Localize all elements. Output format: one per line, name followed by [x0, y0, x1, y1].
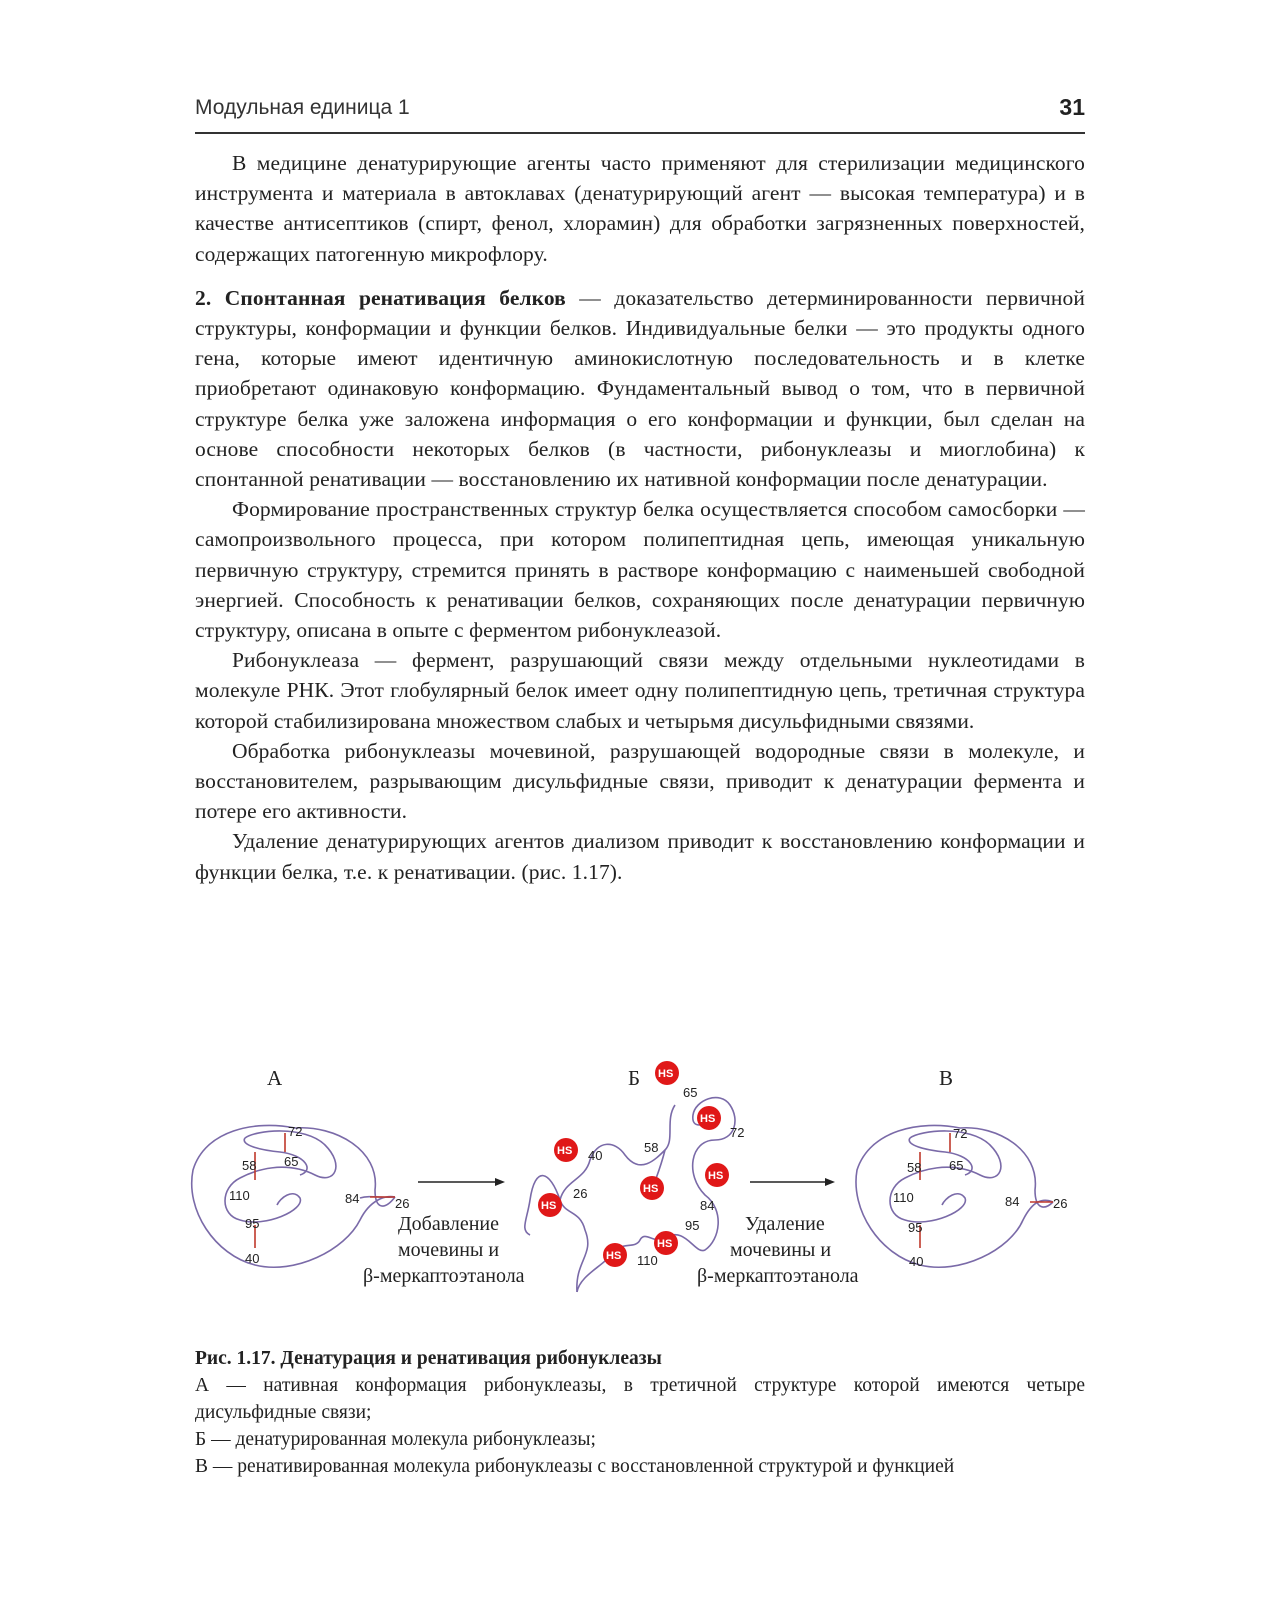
svg-text:HS: HS: [708, 1170, 724, 1182]
disulfide-bonds-a: [255, 1133, 395, 1248]
paragraph-dialysis: Удаление денатурирующих агентов диализом приводит к восстановлению конформации и функции белка, т.е. к ренативации. (рис. 1.17).: [195, 829, 1085, 884]
svg-text:HS: HS: [557, 1145, 573, 1157]
label-95: 95: [245, 1216, 260, 1231]
hs-group-58: [640, 1176, 664, 1200]
remove-agent-line1: Удаление: [745, 1213, 825, 1235]
hs-group-26: [538, 1193, 562, 1217]
remove-agent-line3: β-меркаптоэтанола: [697, 1265, 859, 1287]
label-c-95: 95: [908, 1220, 923, 1235]
hs-group-72: [697, 1106, 721, 1130]
arrow-denature: [418, 1178, 505, 1186]
add-agent-line3: β-меркаптоэтанола: [363, 1265, 525, 1287]
paragraph-urea-treatment: Обработка рибонуклеазы мочевиной, разрушающей водородные связи в молекуле, и восстановителем, разрывающим дисульфидные связи, приводит к денатурации фермента и потере его активности.: [195, 738, 1085, 824]
paragraph-renaturation: [195, 283, 1085, 494]
caption-title: Рис. 1.17. Денатурация и ренативация рибонуклеазы: [195, 1348, 662, 1369]
label-c-26: 26: [1053, 1196, 1068, 1211]
label-84: 84: [345, 1191, 360, 1206]
section-text: — доказательство детерминированности первичной структуры, конформации и функции белков. Индивидуальные белки — это продукты одного гена, которые имеют идентичную аминокислотную последовательность и в клетке приобретают одинаковую конформацию. Фундаментальный вывод о том, что в первичной структуре белка уже заложена информация о его конформации и функции, был сделан на основе способности некоторых белков (в частности, рибонуклеазы и миоглобина) к спонтанной ренативации — восстановлению их нативной конформации после денатурации.: [195, 285, 1085, 492]
label-b-95: 95: [685, 1218, 700, 1233]
caption-line-b: Б — денатурированная молекула рибонуклеазы;: [195, 1429, 596, 1450]
panel-a-label: А: [267, 1066, 283, 1090]
hs-group-40: [554, 1138, 578, 1162]
hs-group-65: [655, 1061, 679, 1085]
svg-text:HS: HS: [658, 1068, 674, 1080]
label-c-72: 72: [953, 1126, 968, 1141]
label-c-65: 65: [949, 1158, 964, 1173]
label-58: 58: [242, 1158, 257, 1173]
ribonuclease-diagram: [185, 1060, 1095, 1320]
remove-agent-line2: мочевины и: [730, 1239, 832, 1261]
paragraph-self-assembly: Формирование пространственных структур белка осуществляется способом самосборки — самопроизвольного процесса, при котором полипептидная цепь, имеющая уникальную первичную структуру, стремится принять в растворе конформацию с наименьшей свободной энергией. Способность к ренативации белков, сохраняющих после денатурации первичную структуру, описана в опыте с ферментом рибонуклеазой.: [195, 497, 1085, 643]
renatured-molecule: [856, 1125, 1053, 1267]
label-40: 40: [245, 1251, 260, 1266]
hs-group-95: [654, 1231, 678, 1255]
figure-1-17: [185, 1060, 1095, 1320]
label-c-110: 110: [893, 1190, 914, 1205]
label-b-110: 110: [637, 1253, 658, 1268]
free-thiols: [538, 1061, 729, 1267]
arrow-renature: [750, 1178, 835, 1186]
label-c-84: 84: [1005, 1194, 1020, 1209]
svg-text:HS: HS: [643, 1183, 659, 1195]
caption-line-a: А — нативная конформация рибонуклеазы, в третичной структуре которой имеются четыре дисульфидные связи;: [195, 1375, 1085, 1423]
caption-line-c: В — ренативированная молекула рибонуклеазы с восстановленной структурой и функцией: [195, 1456, 955, 1477]
section-heading: 2. Спонтанная ренативация белков: [195, 285, 566, 310]
panel-b-label: Б: [628, 1066, 641, 1090]
paragraph-sterilization: В медицине денатурирующие агенты часто применяют для стерилизации медицинского инструмента и материала в автоклавах (денатурирующий агент — высокая температура) и в качестве антисептиков (спирт, фенол, хлорамин) для обработки загрязненных поверхностей, содержащих патогенную микрофлору.: [195, 151, 1085, 266]
page-number: 31: [1059, 94, 1085, 120]
label-b-58: 58: [644, 1140, 659, 1155]
label-c-40: 40: [909, 1254, 924, 1269]
svg-text:HS: HS: [657, 1238, 673, 1250]
label-b-40: 40: [588, 1148, 603, 1163]
hs-group-110: [603, 1243, 627, 1267]
body-text: [195, 148, 1085, 887]
label-65: 65: [284, 1154, 299, 1169]
svg-text:HS: HS: [606, 1250, 622, 1262]
page-header: [195, 92, 1085, 134]
figure-caption: [195, 1345, 1085, 1480]
residue-labels-a: [229, 1124, 409, 1266]
label-c-58: 58: [907, 1160, 922, 1175]
native-molecule: [192, 1125, 395, 1267]
chain-a-inner: [225, 1131, 336, 1222]
label-b-26: 26: [573, 1186, 588, 1201]
hs-group-84: [705, 1163, 729, 1187]
label-b-72: 72: [730, 1125, 745, 1140]
panel-c-label: В: [939, 1066, 954, 1090]
label-b-84: 84: [700, 1198, 715, 1213]
chapter-title: Модульная единица 1: [195, 96, 410, 119]
add-agent-line2: мочевины и: [398, 1239, 500, 1261]
label-72: 72: [288, 1124, 303, 1139]
svg-text:HS: HS: [700, 1113, 716, 1125]
svg-text:HS: HS: [541, 1200, 557, 1212]
add-agent-line1: Добавление: [398, 1213, 500, 1235]
label-b-65: 65: [683, 1085, 698, 1100]
paragraph-ribonuclease: Рибонуклеаза — фермент, разрушающий связи между отдельными нуклеотидами в молекуле РНК. Этот глобулярный белок имеет одну полипептидную цепь, третичная структура которой стабилизирована множеством слабых и четырьмя дисульфидными связями.: [195, 648, 1085, 733]
label-26: 26: [395, 1196, 410, 1211]
label-110: 110: [229, 1188, 250, 1203]
disulfide-bonds-c: [920, 1133, 1053, 1248]
